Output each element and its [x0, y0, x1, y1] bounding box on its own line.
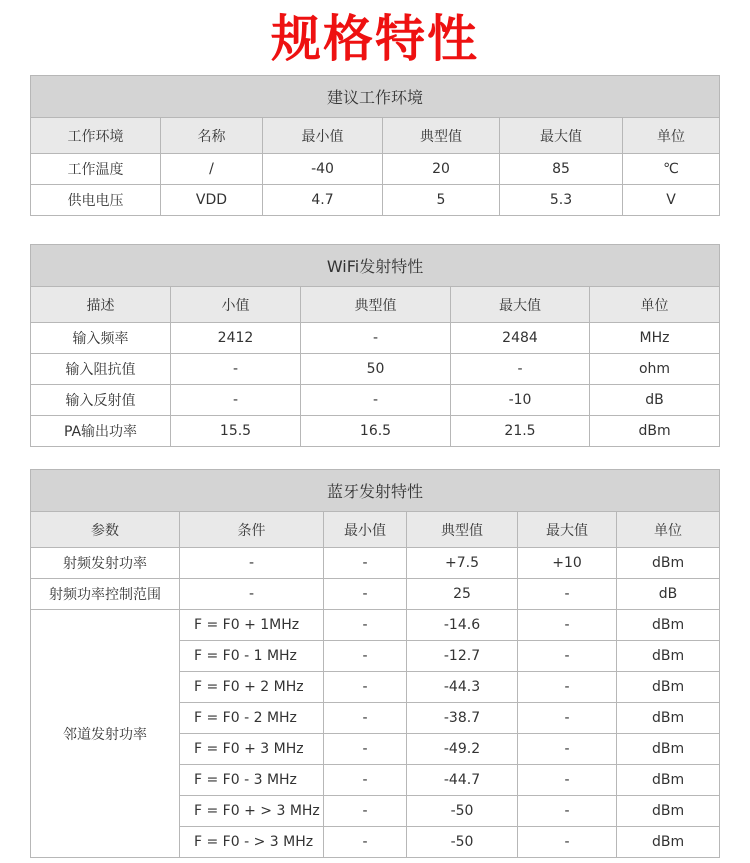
adjacent-channel-label: 邻道发射功率 — [31, 610, 180, 858]
table-cell: - — [324, 827, 407, 858]
table-cell: dBm — [617, 734, 720, 765]
table-cell: 21.5 — [451, 416, 590, 447]
table-cell: dBm — [617, 641, 720, 672]
table-cell: ℃ — [623, 154, 720, 185]
table-cell: - — [301, 323, 451, 354]
wifi-table-title: WiFi发射特性 — [31, 245, 720, 287]
table-cell: - — [518, 827, 617, 858]
table-cell: F = F0 - 3 MHz — [180, 765, 324, 796]
env-header-cell: 单位 — [623, 118, 720, 154]
bt-header-cell: 最小值 — [324, 512, 407, 548]
table-row — [31, 579, 720, 610]
table-cell: dBm — [617, 765, 720, 796]
table-cell: -50 — [407, 827, 518, 858]
table-cell: dBm — [617, 672, 720, 703]
table-cell: - — [180, 548, 324, 579]
table-cell: MHz — [590, 323, 720, 354]
table-cell: -44.7 — [407, 765, 518, 796]
table-cell: dBm — [617, 703, 720, 734]
bt-header-cell: 条件 — [180, 512, 324, 548]
table-cell: 5.3 — [500, 185, 623, 216]
table-cell: - — [180, 579, 324, 610]
table-row — [31, 385, 720, 416]
table-cell: - — [518, 641, 617, 672]
table-cell: - — [324, 734, 407, 765]
table-cell: dBm — [590, 416, 720, 447]
wifi-header-cell: 最大值 — [451, 287, 590, 323]
table-cell: - — [451, 354, 590, 385]
table-cell: - — [324, 703, 407, 734]
table-cell: 16.5 — [301, 416, 451, 447]
table-cell: 25 — [407, 579, 518, 610]
table-cell: - — [324, 610, 407, 641]
wifi-table — [30, 244, 720, 447]
table-cell: - — [324, 796, 407, 827]
table-cell: 15.5 — [171, 416, 301, 447]
table-cell: 2412 — [171, 323, 301, 354]
table-row — [31, 610, 720, 641]
table-cell: - — [518, 765, 617, 796]
table-row — [31, 416, 720, 447]
wifi-header-cell: 描述 — [31, 287, 171, 323]
table-row — [31, 154, 720, 185]
table-cell: +7.5 — [407, 548, 518, 579]
table-cell: -50 — [407, 796, 518, 827]
table-cell: - — [518, 610, 617, 641]
table-cell: - — [518, 734, 617, 765]
table-cell: -10 — [451, 385, 590, 416]
table-cell: F = F0 + > 3 MHz — [180, 796, 324, 827]
table-cell: VDD — [161, 185, 263, 216]
wifi-header-cell: 小值 — [171, 287, 301, 323]
table-cell: -38.7 — [407, 703, 518, 734]
table-cell: - — [324, 548, 407, 579]
env-header-cell: 最大值 — [500, 118, 623, 154]
table-cell: 射频功率控制范围 — [31, 579, 180, 610]
bt-header-cell: 单位 — [617, 512, 720, 548]
table-cell: 输入阻抗值 — [31, 354, 171, 385]
table-row — [31, 354, 720, 385]
table-cell: - — [324, 641, 407, 672]
bluetooth-table — [30, 469, 720, 858]
table-cell: F = F0 - 1 MHz — [180, 641, 324, 672]
table-cell: -40 — [263, 154, 383, 185]
table-cell: - — [324, 579, 407, 610]
table-cell: F = F0 + 2 MHz — [180, 672, 324, 703]
env-table-title: 建议工作环境 — [31, 76, 720, 118]
table-cell: F = F0 + 1MHz — [180, 610, 324, 641]
table-cell: 20 — [383, 154, 500, 185]
bt-table-title: 蓝牙发射特性 — [31, 470, 720, 512]
table-cell: PA输出功率 — [31, 416, 171, 447]
table-cell: 输入反射值 — [31, 385, 171, 416]
table-cell: -49.2 — [407, 734, 518, 765]
env-table — [30, 75, 720, 216]
table-cell: V — [623, 185, 720, 216]
table-cell: - — [171, 385, 301, 416]
table-cell: dBm — [617, 796, 720, 827]
table-cell: -12.7 — [407, 641, 518, 672]
table-cell: F = F0 - 2 MHz — [180, 703, 324, 734]
env-header-cell: 最小值 — [263, 118, 383, 154]
table-cell: - — [171, 354, 301, 385]
table-cell: - — [324, 765, 407, 796]
wifi-header-cell: 典型值 — [301, 287, 451, 323]
table-cell: 50 — [301, 354, 451, 385]
env-header-cell: 典型值 — [383, 118, 500, 154]
table-cell: dBm — [617, 827, 720, 858]
table-cell: dBm — [617, 610, 720, 641]
table-cell: 输入频率 — [31, 323, 171, 354]
page-title: 规格特性 — [271, 10, 479, 68]
table-cell: dB — [590, 385, 720, 416]
env-header-cell: 工作环境 — [31, 118, 161, 154]
table-cell: 工作温度 — [31, 154, 161, 185]
table-cell: ohm — [590, 354, 720, 385]
wifi-header-cell: 单位 — [590, 287, 720, 323]
table-row — [31, 548, 720, 579]
table-cell: / — [161, 154, 263, 185]
table-cell: F = F0 - > 3 MHz — [180, 827, 324, 858]
table-row — [31, 185, 720, 216]
table-cell: 供电电压 — [31, 185, 161, 216]
table-cell: dB — [617, 579, 720, 610]
table-cell: F = F0 + 3 MHz — [180, 734, 324, 765]
bt-header-cell: 最大值 — [518, 512, 617, 548]
table-cell: - — [518, 672, 617, 703]
table-cell: - — [518, 796, 617, 827]
table-cell: 4.7 — [263, 185, 383, 216]
table-cell: -44.3 — [407, 672, 518, 703]
table-cell: - — [518, 703, 617, 734]
table-cell: 2484 — [451, 323, 590, 354]
table-cell: 85 — [500, 154, 623, 185]
bt-header-cell: 参数 — [31, 512, 180, 548]
table-cell: +10 — [518, 548, 617, 579]
table-cell: 射频发射功率 — [31, 548, 180, 579]
table-cell: dBm — [617, 548, 720, 579]
env-header-cell: 名称 — [161, 118, 263, 154]
bt-header-cell: 典型值 — [407, 512, 518, 548]
table-cell: 5 — [383, 185, 500, 216]
table-row — [31, 323, 720, 354]
table-cell: - — [324, 672, 407, 703]
table-cell: -14.6 — [407, 610, 518, 641]
table-cell: - — [518, 579, 617, 610]
table-cell: - — [301, 385, 451, 416]
